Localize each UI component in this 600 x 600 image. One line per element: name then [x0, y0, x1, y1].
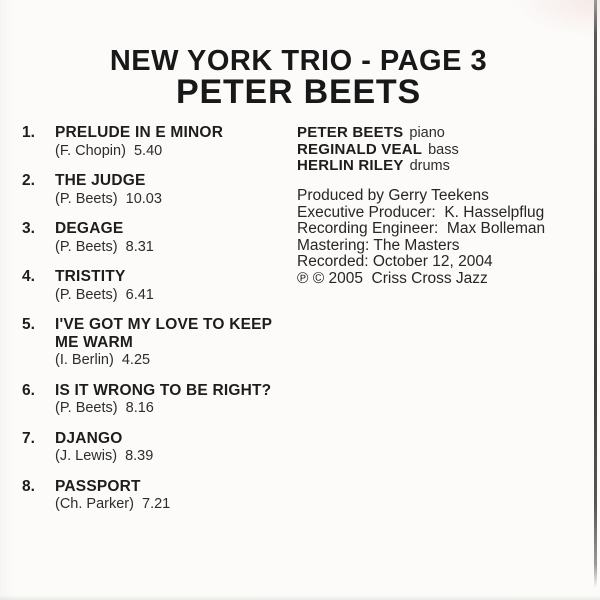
track-title: TRISTITY	[55, 268, 126, 285]
personnel-line	[297, 142, 587, 159]
track-title: THE JUDGE	[55, 172, 146, 189]
musician-instrument: piano	[409, 125, 445, 141]
track-number: 3.	[22, 220, 35, 237]
track-composer-duration: (Ch. Parker) 7.21	[55, 496, 171, 512]
track-number: 5.	[22, 316, 35, 333]
track-body	[55, 268, 295, 303]
track-title: PASSPORT	[55, 477, 141, 495]
track-number: 6.	[22, 381, 35, 399]
track-item	[22, 478, 298, 513]
personnel-line	[297, 158, 587, 175]
track-item	[22, 316, 298, 369]
credit-recording-engineer: Recording Engineer: Max Bolleman	[297, 220, 546, 238]
track-composer-duration: (J. Lewis) 8.39	[55, 448, 154, 464]
album-title: NEW YORK TRIO - PAGE 3	[109, 45, 488, 77]
track-number: 4.	[22, 268, 35, 285]
track-body	[55, 430, 295, 465]
track-number: 2.	[22, 172, 35, 189]
track-title: PRELUDE IN E MINOR	[55, 124, 224, 141]
track-body	[55, 220, 295, 255]
track-title: DJANGO	[55, 429, 123, 447]
track-item	[22, 430, 298, 465]
track-item	[22, 124, 298, 159]
credit-recording-date: Recorded: October 12, 2004	[297, 253, 493, 271]
personnel-list	[297, 125, 587, 175]
personnel-line	[297, 125, 587, 142]
track-composer-duration: (P. Beets) 8.31	[55, 238, 154, 255]
credit-mastering: Mastering: The Masters	[297, 236, 460, 254]
track-composer-duration: (P. Beets) 10.03	[55, 190, 162, 207]
track-body	[55, 124, 295, 159]
track-title: I'VE GOT MY LOVE TO KEEP ME WARM	[55, 316, 272, 351]
track-number: 8.	[22, 477, 35, 495]
production-credits	[297, 188, 592, 288]
track-title: DEGAGE	[55, 220, 124, 237]
track-list	[22, 124, 298, 526]
track-body	[55, 316, 295, 369]
track-composer-duration: (P. Beets) 8.16	[55, 400, 154, 416]
album-header	[0, 46, 597, 109]
track-composer-duration: (F. Chopin) 5.40	[55, 142, 163, 159]
track-item	[22, 382, 298, 417]
artist-name: PETER BEETS	[176, 73, 421, 111]
credit-producer: Produced by Gerry Teekens	[297, 187, 489, 204]
musician-name: REGINALD VEAL	[297, 140, 423, 158]
track-body	[55, 382, 295, 417]
track-item	[22, 268, 298, 303]
track-item	[22, 172, 298, 207]
credit-executive-producer: Executive Producer: K. Hasselpflug	[297, 203, 545, 221]
scan-edge-artifact	[594, 0, 597, 588]
musician-name: HERLIN RILEY	[297, 157, 404, 174]
track-composer-duration: (P. Beets) 6.41	[55, 286, 154, 303]
track-number: 7.	[22, 429, 35, 447]
track-composer-duration: (I. Berlin) 4.25	[55, 352, 151, 368]
track-title: IS IT WRONG TO BE RIGHT?	[55, 381, 272, 399]
musician-instrument: drums	[409, 158, 450, 174]
musician-name: PETER BEETS	[297, 124, 404, 141]
track-body	[55, 172, 295, 207]
musician-instrument: bass	[428, 141, 459, 158]
track-number: 1.	[22, 124, 35, 141]
track-body	[55, 478, 295, 513]
credit-copyright: ℗ © 2005 Criss Cross Jazz	[297, 269, 488, 287]
track-item	[22, 220, 298, 255]
